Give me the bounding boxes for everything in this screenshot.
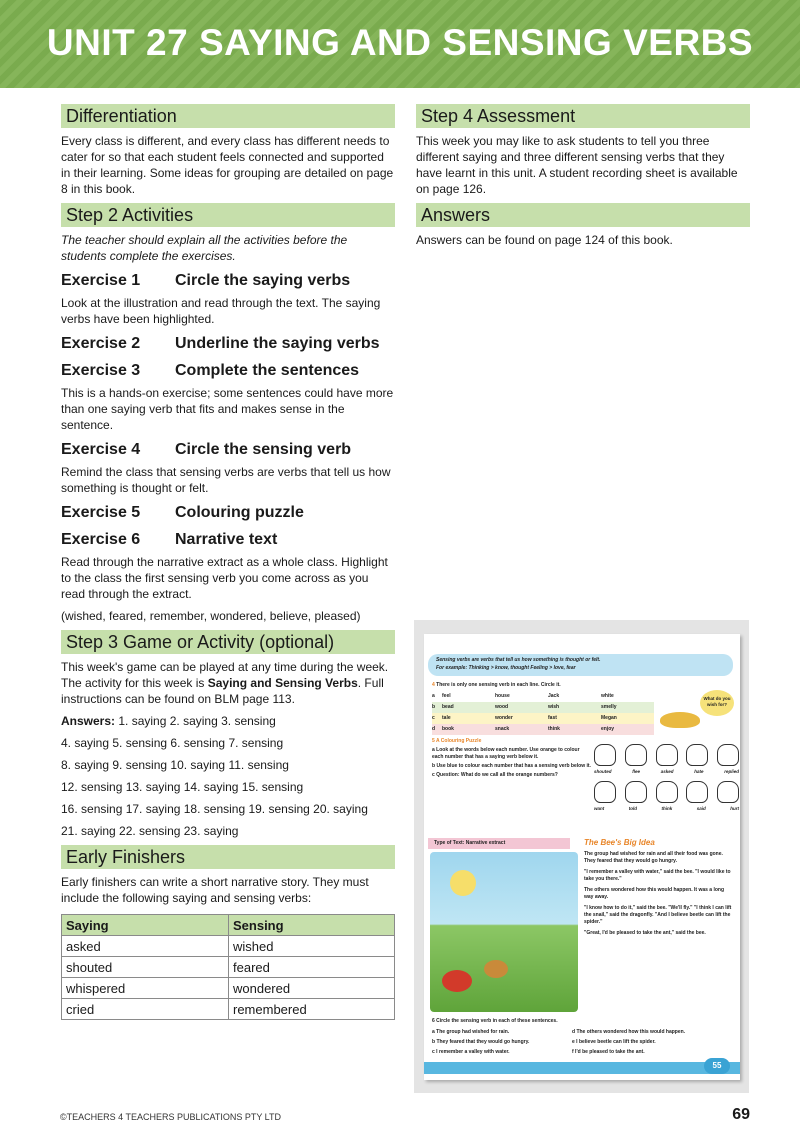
word: wonder — [495, 715, 513, 721]
step4-heading: Step 4 Assessment — [416, 104, 750, 128]
word-row — [432, 702, 654, 713]
exercise-number: Exercise 5 — [61, 504, 141, 521]
word: house — [495, 693, 510, 699]
question-5 — [432, 738, 592, 781]
student-page — [424, 634, 740, 1080]
table-cell: whispered — [62, 978, 229, 999]
verbs-table — [61, 914, 395, 1020]
answers-text: 1. saying 2. saying 3. sensing — [118, 714, 276, 728]
word: book — [442, 726, 454, 732]
figure-label: asked — [660, 769, 674, 774]
word: white — [601, 693, 614, 699]
exercise-title: Circle the saying verbs — [175, 272, 351, 289]
exercise-3 — [61, 360, 395, 381]
question-heading: 5 A Colouring Puzzle — [432, 738, 482, 744]
sun-icon — [450, 870, 476, 896]
definition-text: Sensing verbs are verbs that tell us how something is thought or felt. — [436, 657, 601, 663]
word: tale — [442, 715, 451, 721]
figure-label: shouted — [594, 769, 612, 774]
number-figure-icon — [625, 781, 647, 803]
exercise-title: Underline the saying verbs — [175, 335, 380, 352]
story-paragraph: "I know how to do it," said the bee. "We'll fly." "I think I can lift the snail," said the dragonfly. "And I believe beetle can lift the spider." — [584, 905, 732, 925]
exercise-number: Exercise 6 — [61, 531, 141, 548]
question-item: a Look at the words below each number. Use orange to colour each number that has a saying verb below it. — [432, 747, 580, 760]
exercise-number: Exercise 1 — [61, 272, 141, 289]
answers-line: 21. saying 22. sensing 23. saying — [61, 824, 239, 838]
question-item: c I remember a valley with water. — [432, 1049, 510, 1055]
table-cell: feared — [229, 957, 395, 978]
figure-label: told — [628, 806, 637, 811]
answers-label: Answers: — [61, 714, 116, 728]
story-paragraph: The group had wished for rain and all their food was gone. They feared that they would go hungry. — [584, 851, 723, 864]
type-of-text-bar: Type of Text: Narrative extract — [428, 838, 570, 849]
step3-text-pre: This week's game can be played at any time during the week. The activity for this week is — [61, 660, 389, 690]
question-item: e I believe beetle can lift the spider. — [572, 1039, 656, 1045]
word-row — [432, 724, 654, 735]
number-figure-icon — [717, 744, 739, 766]
student-page-thumbnail — [414, 620, 749, 1093]
speech-bubble: What do you wish for? — [700, 690, 734, 716]
figure-labels — [594, 805, 739, 812]
definition-example: For example: Thinking > know, thought Feeling > love, fear — [436, 665, 576, 671]
question-4 — [432, 682, 561, 689]
question-number: 4 — [432, 682, 435, 688]
exercise-title: Complete the sentences — [175, 362, 360, 379]
exercise-4 — [61, 439, 395, 460]
number-figure-icon — [594, 744, 616, 766]
story-paragraph: "I remember a valley with water," said the bee. "I would like to take you there." — [584, 869, 731, 882]
exercise-6-text: Read through the narrative extract as a whole class. Highlight to the class the first sensing verb you come across as you read through the extract. — [61, 555, 388, 601]
figure-label: want — [594, 806, 605, 811]
word: snack — [495, 726, 510, 732]
step3-heading: Step 3 Game or Activity (optional) — [61, 630, 395, 654]
student-page-footer — [424, 1062, 740, 1074]
word-row — [432, 691, 654, 702]
exercise-2 — [61, 333, 395, 354]
differentiation-heading: Differentiation — [61, 104, 395, 128]
question-item: a The group had wished for rain. — [432, 1029, 510, 1035]
copyright: ©TEACHERS 4 TEACHERS PUBLICATIONS PTY LTD — [60, 1112, 282, 1122]
answers-line: 12. sensing 13. saying 14. saying 15. sensing — [61, 780, 304, 794]
exercise-number: Exercise 2 — [61, 335, 141, 352]
story-paragraph: The others wondered how this would happen. It was a long way away. — [584, 887, 725, 900]
early-finishers-text: Early finishers can write a short narrative story. They must include the following saying and sensing verbs: — [61, 875, 369, 905]
table-cell: wished — [229, 936, 395, 957]
answers-text: Answers can be found on page 124 of this book. — [416, 233, 673, 247]
left-column — [61, 104, 395, 1020]
figure-label: think — [661, 806, 673, 811]
step4-text: This week you may like to ask students to tell you three different saying and three different sensing verbs that they have learnt in this unit. A student recording sheet is available on page 126. — [416, 134, 738, 196]
answers-line: 16. sensing 17. saying 18. sensing 19. sensing 20. saying — [61, 802, 368, 816]
figure-label: flee — [632, 769, 640, 774]
answers-line: 8. saying 9. sensing 10. saying 11. sensing — [61, 758, 289, 772]
question-items — [432, 1029, 732, 1056]
number-figure-icon — [656, 781, 678, 803]
table-cell: wondered — [229, 978, 395, 999]
question-item: d The others wondered how this would happen. — [572, 1029, 686, 1035]
question-item: b They feared that they would go hungry. — [432, 1039, 530, 1045]
exercise-number: Exercise 4 — [61, 441, 141, 458]
table-cell: cried — [62, 999, 229, 1020]
figure-labels — [594, 768, 739, 775]
table-row — [62, 999, 395, 1020]
number-figure-icon — [686, 781, 708, 803]
activity-name: Saying and Sensing Verbs — [207, 676, 358, 690]
magic-lamp-icon — [660, 712, 700, 728]
answers-line-1 — [61, 713, 395, 729]
exercise-1-text: Look at the illustration and read through the text. The saying verbs have been highlighted. — [61, 296, 381, 326]
table-row — [62, 978, 395, 999]
row-letter: a — [432, 693, 435, 699]
exercise-title: Narrative text — [175, 531, 278, 548]
word: think — [548, 726, 560, 732]
question-item: b Use blue to colour each number that has a sensing verb below it. — [432, 763, 591, 769]
number-figure-icon — [594, 781, 616, 803]
question-6 — [432, 1018, 732, 1056]
column-header-saying: Saying — [62, 915, 229, 936]
number-figure-icon — [625, 744, 647, 766]
question-text: There is only one sensing verb in each line. Circle it. — [436, 682, 561, 688]
number-figure-icon — [717, 781, 739, 803]
word: feel — [442, 693, 451, 699]
page-number: 69 — [732, 1106, 750, 1123]
word: enjoy — [601, 726, 615, 732]
snail-icon — [484, 960, 508, 978]
answers-line: 4. saying 5. sensing 6. sensing 7. sensing — [61, 736, 284, 750]
number-figures — [594, 744, 739, 818]
word-row — [432, 713, 654, 724]
column-header-sensing: Sensing — [229, 915, 395, 936]
story-paragraph: "Great, I'd be pleased to take the ant," said the bee. — [584, 930, 706, 936]
exercise-5 — [61, 502, 395, 523]
question-item: f I'd be pleased to take the ant. — [572, 1049, 645, 1055]
exercise-title: Colouring puzzle — [175, 504, 304, 521]
differentiation-text: Every class is different, and every class has different needs to cater for so that each student feels connected and supported in their learning. Some ideas for grouping are detailed on page 8 in this book. — [61, 134, 394, 196]
exercise-6 — [61, 529, 395, 550]
table-row — [62, 936, 395, 957]
word: bead — [442, 704, 454, 710]
right-column — [416, 104, 750, 254]
word: wood — [495, 704, 509, 710]
number-figure-icon — [686, 744, 708, 766]
unit-banner — [0, 0, 800, 88]
figure-label: hurt — [730, 806, 739, 811]
table-cell: shouted — [62, 957, 229, 978]
figure-row — [594, 781, 739, 803]
step2-intro: The teacher should explain all the activities before the students complete the exercises. — [61, 233, 348, 263]
question-text: 6 Circle the sensing verb in each of these sentences. — [432, 1018, 558, 1024]
student-page-number: 55 — [704, 1058, 730, 1074]
exercise-1 — [61, 270, 395, 291]
step3-text — [61, 659, 395, 707]
story-title: The Bee's Big Idea — [584, 838, 655, 847]
figure-label: said — [696, 806, 706, 811]
row-letter: d — [432, 726, 436, 732]
row-letter: b — [432, 704, 436, 710]
page-title: UNIT 27 SAYING AND SENSING VERBS — [46, 22, 754, 63]
number-figure-icon — [656, 744, 678, 766]
word: smelly — [601, 704, 617, 710]
row-letter: c — [432, 715, 435, 721]
exercise-3-text: This is a hands-on exercise; some sentences could have more than one saying verb that fits and makes sense in the sentence. — [61, 386, 394, 432]
story-illustration — [430, 852, 578, 1012]
exercise-6-verbs: (wished, feared, remember, wondered, believe, pleased) — [61, 609, 361, 623]
step3-text-post: . Full instructions can be found on BLM page 113. — [61, 676, 384, 706]
word: wish — [548, 704, 560, 710]
early-finishers-heading: Early Finishers — [61, 845, 395, 869]
word: Megan — [601, 715, 617, 721]
table-cell: asked — [62, 936, 229, 957]
step2-heading: Step 2 Activities — [61, 203, 395, 227]
answers-heading: Answers — [416, 203, 750, 227]
question-item: c Question: What do we call all the orange numbers? — [432, 772, 558, 778]
word: Jack — [548, 693, 560, 699]
word: fast — [548, 715, 557, 721]
figure-label: replied — [724, 769, 739, 774]
table-header-row — [62, 915, 395, 936]
exercise-number: Exercise 3 — [61, 362, 141, 379]
table-cell: remembered — [229, 999, 395, 1020]
figure-row — [594, 744, 739, 766]
exercise-title: Circle the sensing verb — [175, 441, 352, 458]
figure-label: hate — [694, 769, 704, 774]
story-text — [584, 851, 734, 941]
table-row — [62, 957, 395, 978]
ladybug-icon — [442, 970, 472, 992]
exercise-4-text: Remind the class that sensing verbs are verbs that tell us how something is thought or felt. — [61, 465, 391, 495]
word-rows — [432, 691, 654, 735]
definition-box — [428, 654, 733, 676]
